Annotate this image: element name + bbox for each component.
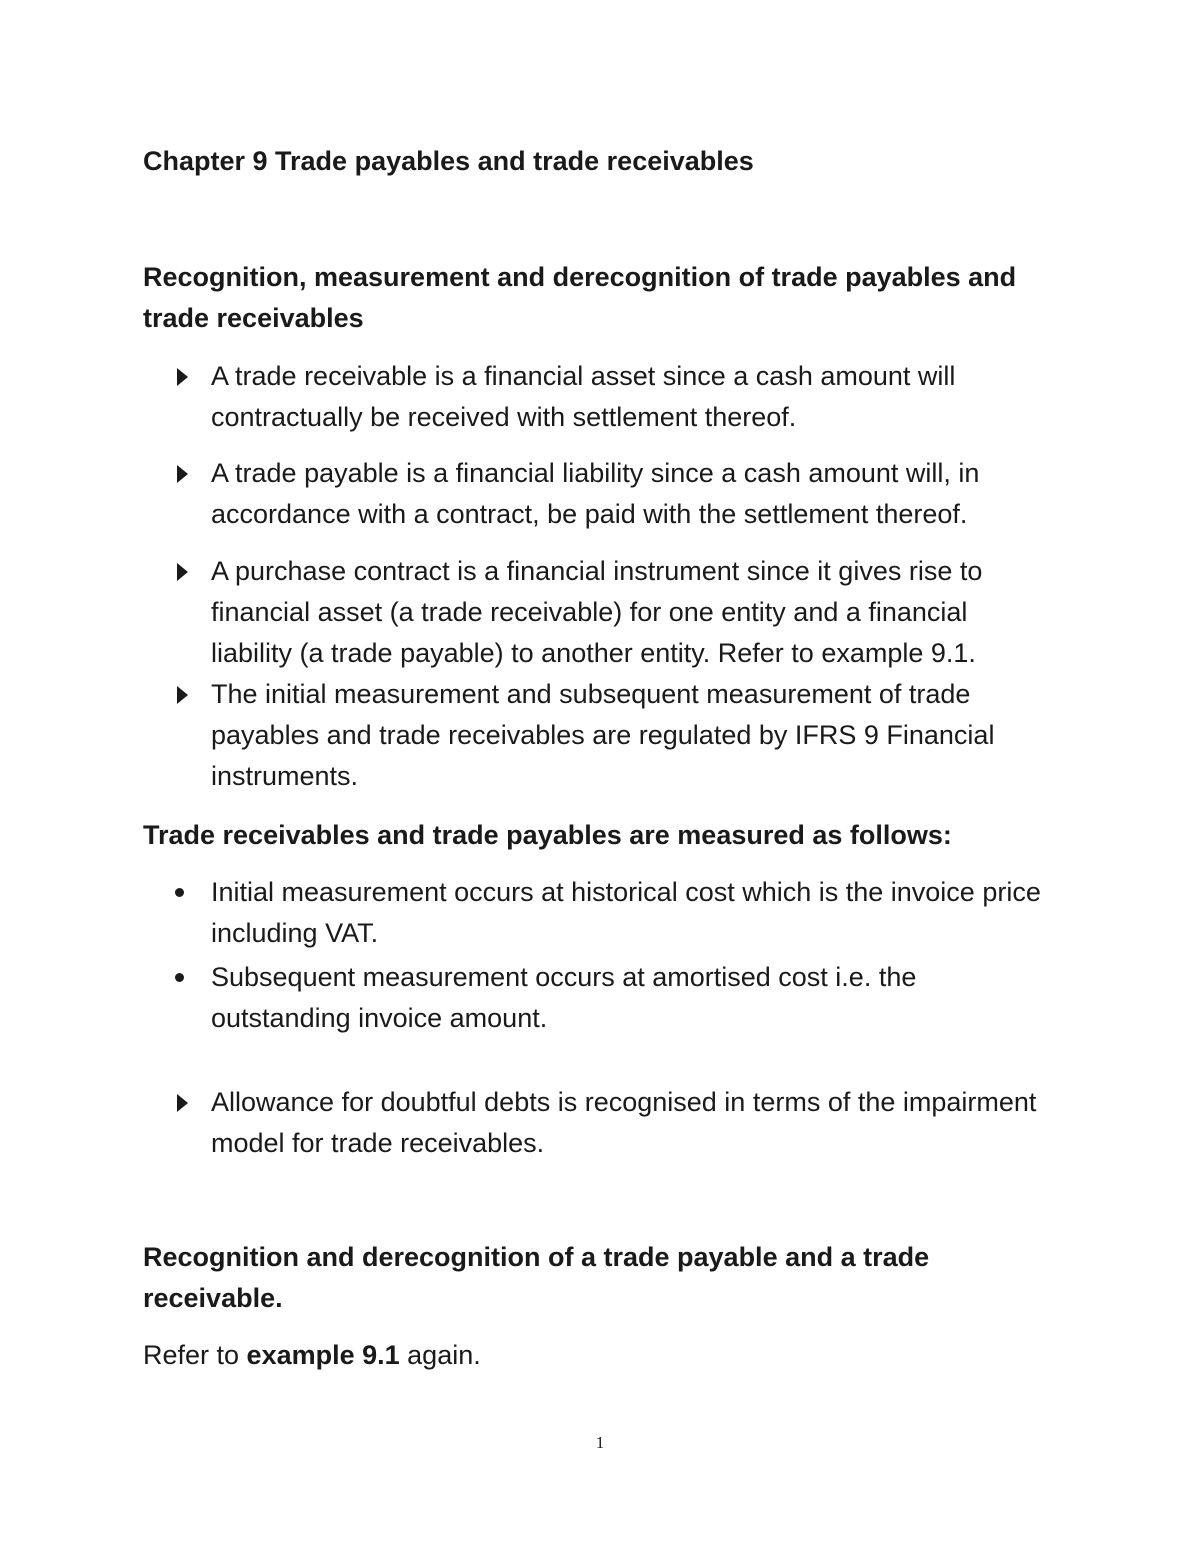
refer-prefix: Refer to: [143, 1340, 247, 1370]
triangle-bullet-icon: [177, 465, 188, 483]
triangle-bullet-icon: [177, 368, 188, 386]
section-heading-recognition-derecognition: Recognition and derecognition of a trade payable and a trade receivable.: [143, 1242, 930, 1313]
triangle-bullet-icon: [177, 1094, 188, 1112]
dot-bullet-icon: [175, 888, 184, 897]
bullet-text: Allowance for doubtful debts is recognised in terms of the impairment model for trade receivables.: [211, 1087, 1037, 1158]
section-heading-recognition-measurement: Recognition, measurement and derecognition of trade payables and trade receivables: [143, 262, 1017, 333]
section-heading-measured-as-follows: Trade receivables and trade payables are measured as follows:: [143, 820, 952, 850]
triangle-bullet-icon: [177, 563, 188, 581]
refer-suffix: again.: [399, 1340, 481, 1370]
bullet-text: A trade payable is a financial liability since a cash amount will, in accordance with a contract, be paid with the settlement thereof.: [211, 458, 980, 529]
bullet-text: A trade receivable is a financial asset since a cash amount will contractually be received with settlement thereof.: [211, 361, 956, 432]
bullet-text: Initial measurement occurs at historical cost which is the invoice price including VAT.: [211, 877, 1041, 948]
page-number: 1: [595, 1433, 605, 1452]
bullet-text: Subsequent measurement occurs at amortised cost i.e. the outstanding invoice amount.: [211, 962, 917, 1033]
refer-paragraph: [143, 1335, 481, 1376]
bullet-text: The initial measurement and subsequent measurement of trade payables and trade receivables are regulated by IFRS 9 Financial instruments.: [211, 679, 995, 791]
dot-bullet-icon: [175, 973, 184, 982]
refer-example-link: example 9.1: [246, 1340, 400, 1370]
bullet-text: A purchase contract is a financial instrument since it gives rise to financial asset (a trade receivable) for one entity and a financial liability (a trade payable) to another entity. Refer to example 9.1.: [211, 556, 983, 668]
triangle-bullet-icon: [177, 686, 188, 704]
chapter-title: Chapter 9 Trade payables and trade receivables: [143, 146, 754, 176]
